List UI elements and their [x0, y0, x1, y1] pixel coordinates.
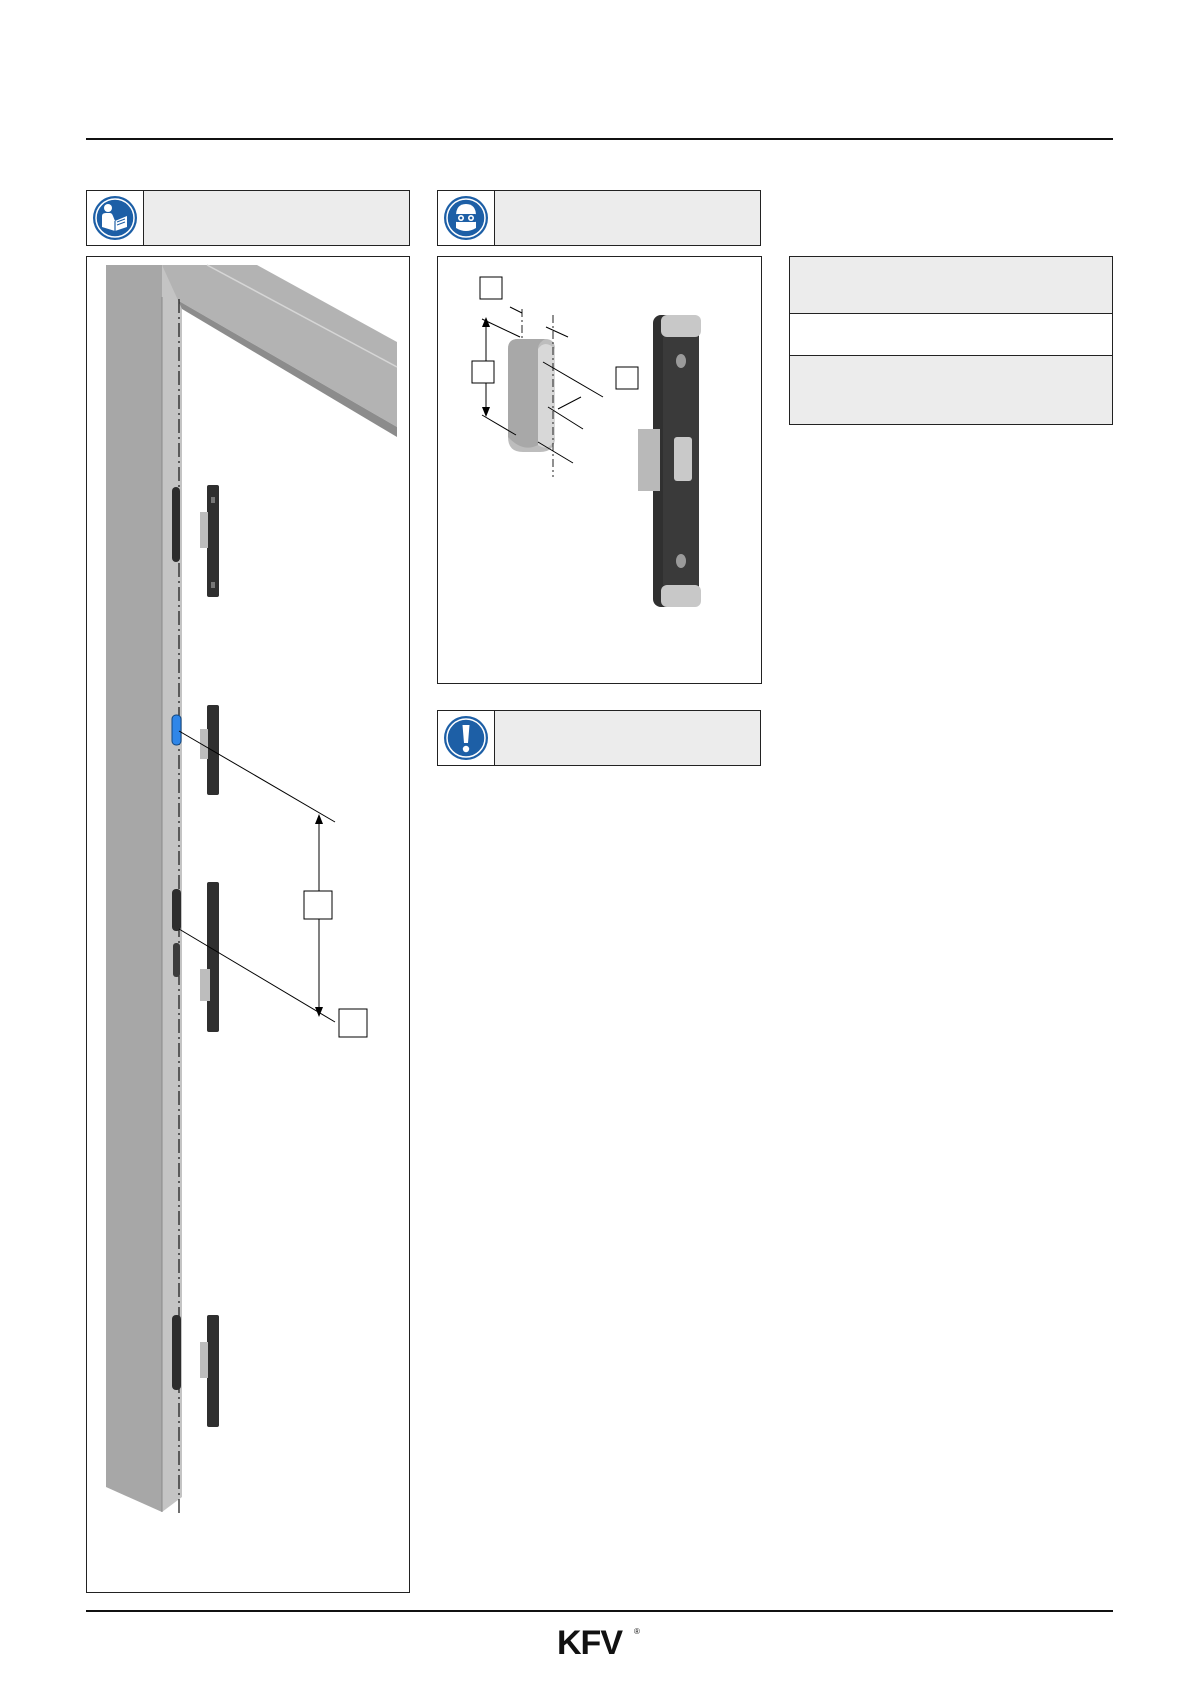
frame-figure-panel [86, 256, 410, 1593]
table-row [790, 257, 1112, 314]
kfv-logo [557, 1622, 642, 1662]
bottom-rule [86, 1610, 1113, 1612]
exclamation-icon [442, 714, 490, 762]
table-row [790, 314, 1112, 356]
top-rule [86, 138, 1113, 140]
logo-text: KFV [557, 1624, 622, 1662]
registered-mark: ® [634, 1627, 640, 1636]
eye-protection-box [437, 190, 761, 246]
notice-box [437, 710, 761, 766]
strike-figure-panel [437, 256, 762, 684]
notice-icon-cell [438, 711, 495, 765]
info-table [789, 256, 1113, 425]
door-frame-illustration [87, 257, 409, 1592]
manual-icon-cell [87, 191, 144, 245]
eye-protection-icon [442, 194, 490, 242]
eye-protection-icon-cell [438, 191, 495, 245]
strike-plate-illustration [438, 257, 761, 683]
manual-note-box [86, 190, 410, 246]
table-row [790, 356, 1112, 424]
read-manual-icon [91, 194, 139, 242]
